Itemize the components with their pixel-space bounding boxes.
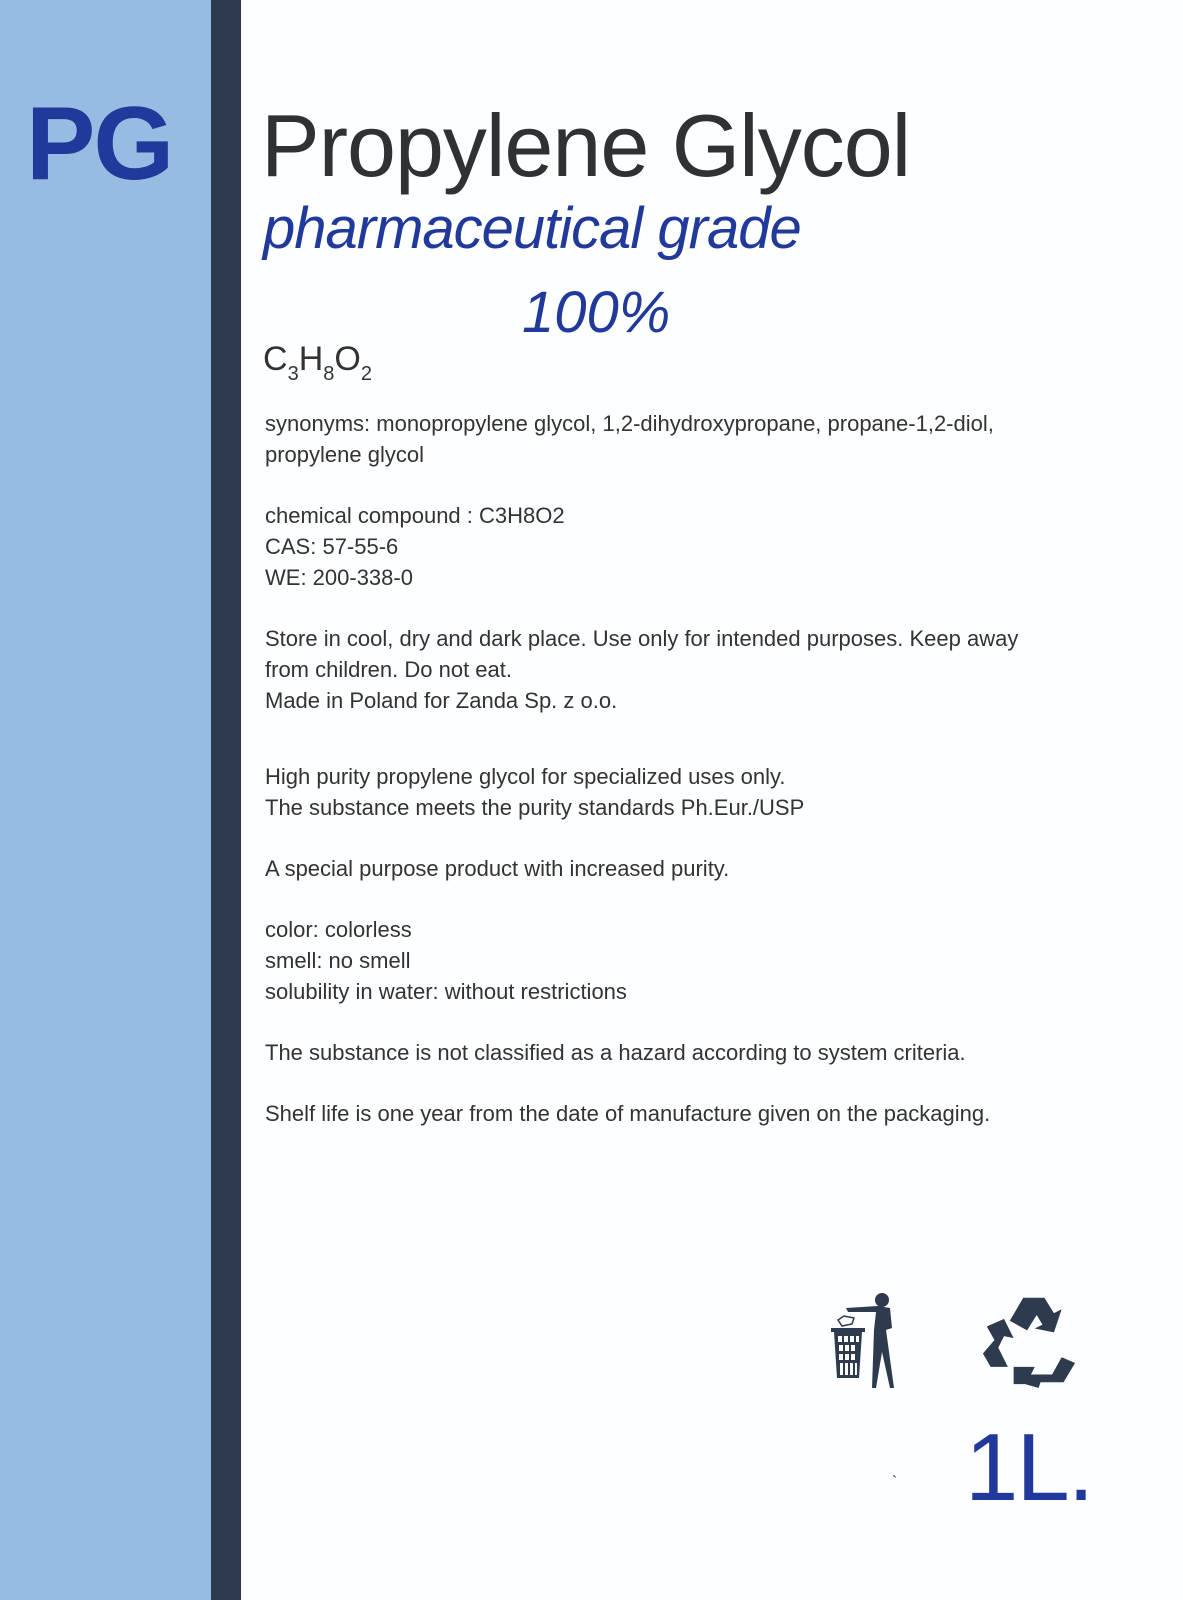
identifier-line: chemical compound : C3H8O2 bbox=[265, 503, 565, 528]
property-line: solubility in water: without restrictions bbox=[265, 979, 627, 1004]
storage-line: Store in cool, dry and dark place. Use only for intended purposes. Keep away bbox=[265, 626, 1019, 651]
side-band-light bbox=[0, 0, 211, 1600]
property-line: smell: no smell bbox=[265, 948, 411, 973]
storage-line: Made in Poland for Zanda Sp. z o.o. bbox=[265, 688, 618, 713]
identifier-line: CAS: 57-55-6 bbox=[265, 534, 399, 559]
special-purpose-text: A special purpose product with increased purity. bbox=[265, 856, 730, 881]
property-line: color: colorless bbox=[265, 917, 412, 942]
purity-percent: 100% bbox=[522, 280, 671, 345]
recycle-icon bbox=[980, 1292, 1078, 1388]
tidyman-trash-icon bbox=[830, 1290, 910, 1390]
product-subtitle: pharmaceutical grade bbox=[263, 196, 801, 261]
volume-label: 1L. bbox=[965, 1414, 1093, 1521]
shelf-life-text: Shelf life is one year from the date of manufacture given on the packaging. bbox=[265, 1101, 991, 1126]
purity-info-line: The substance meets the purity standards Ph.Eur./USP bbox=[265, 795, 805, 820]
identifier-line: WE: 200-338-0 bbox=[265, 565, 413, 590]
product-title: Propylene Glycol bbox=[261, 96, 911, 195]
hazard-text: The substance is not classified as a hazard according to system criteria. bbox=[265, 1040, 966, 1065]
synonyms-line: propylene glycol bbox=[265, 442, 424, 467]
product-abbreviation: PG bbox=[26, 86, 173, 202]
chemical-formula: $C_3H_8O_2$ bbox=[263, 340, 372, 385]
purity-info-line: High purity propylene glycol for specialized uses only. bbox=[265, 764, 786, 789]
side-band-dark bbox=[211, 0, 241, 1600]
stray-mark: ` bbox=[892, 1474, 898, 1491]
synonyms-line: synonyms: monopropylene glycol, 1,2-dihydroxypropane, propane-1,2-diol, bbox=[265, 411, 994, 436]
label-body bbox=[265, 408, 1095, 1129]
storage-line: from children. Do not eat. bbox=[265, 657, 513, 682]
